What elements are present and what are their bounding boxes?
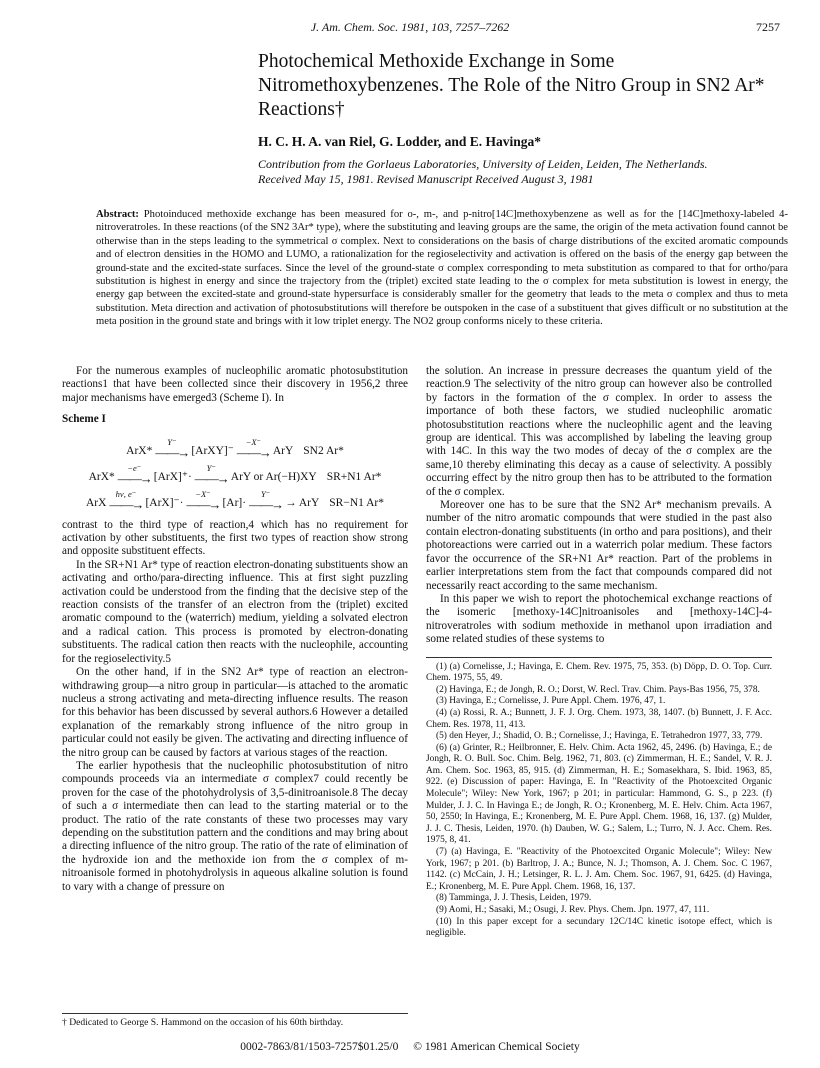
reference: (9) Aomi, H.; Sasaki, M.; Osugi, J. Rev. Phys. Chem. Jpn. 1977, 47, 111.	[436, 905, 710, 915]
received-dates: Received May 15, 1981. Revised Manuscript Received August 3, 1981	[258, 172, 594, 186]
scheme-row-3	[62, 485, 408, 511]
dedication-footnote: † Dedicated to George S. Hammond on the occasion of his 60th birthday.	[62, 1013, 408, 1028]
reactant: ArX	[86, 497, 107, 510]
reference: (6) (a) Grinter, R.; Heilbronner, E. Helv. Chim. Acta 1962, 45, 2496. (b) Havinga, E.; de Jongh, R. O. Bull. Soc. Chim. Belg. 1962, 71, 803. (c) Zimmerman, H. E.; Sandel, V. R. J. Am. Chem. Soc. 1963, 85, 915. (d) Zimmerman, H. E.; Somasekhara, S. Ibid. 1963, 85, 922. (e) Discussion of paper: Havinga, E. In "Reactivity of the Photoexcited Organic Molecule"; Wiley: New York, 1967; p 201; in particular: Hammond, G. S., p 223. (f) Mulder, J. J. C. In Havinga E.; de Jongh, R. O.; Kronenberg, M. E. Helv. Chim. Acta 1967, 50, 2550; In Havinga, E.; Kronenberg, M. E. Pure Appl. Chem. 1968, 16, 137. (g) Mulder, J. J. C. Thesis, Leiden, 1970. (h) Dauben, W. G.; Salem, L.; Turro, N. J. Acc. Chem. Res. 1975, 8, 41.	[426, 742, 772, 846]
reaction-arrow: Y⁻ ——→	[155, 436, 189, 460]
reactant: ArX*	[88, 471, 115, 484]
reference: (8) Tamminga, J. J. Thesis, Leiden, 1979.	[436, 893, 592, 904]
article-title: Photochemical Methoxide Exchange in Some Nitromethoxybenzenes. The Role of the Nitro Group in SN2 Ar* Reactions†	[258, 51, 765, 120]
copyright: © 1981 American Chemical Society	[413, 1041, 580, 1053]
arrow-label: −e⁻	[127, 462, 142, 473]
paragraph: Moreover one has to be sure that the SN2 Ar* mechanism prevails. A number of the nitro aromatic compounds that were studied in the past also contain electron-donating substituents (in ortho and para positions), and their photoreactions were carried out in a waterrich polar medium. These factors favor the occurrence of the SR+N1 Ar* reaction. Part of the problems in earlier interpretations stem from the fact that compounds compared did not necessarily react according to the same mechanism.	[426, 499, 772, 592]
paragraph: In the SR+N1 Ar* type of reaction electron-donating substituents show an activating and ortho/para-directing influence. This at first sight puzzling activation could be understood from the finding that the decisive step of the reaction consists of the transfer of an electron from the (triplet) excited aromatic compound to the (waterrich) medium, yielding a solvated electron and a radical cation. This process is promoted by electron-donating substituents. The radical cation then reacts with the nucleophile, accounting for the regioselectivity.5	[62, 558, 408, 665]
scheme-title: Scheme I	[62, 413, 106, 426]
mechanism-label: SR+N1 Ar*	[326, 471, 382, 484]
abstract	[96, 208, 788, 329]
reaction-arrow: Y⁻ ——→	[249, 488, 283, 512]
affiliation: Contribution from the Gorlaeus Laboratories, University of Leiden, Leiden, The Netherlands.	[258, 157, 708, 171]
product: → ArY	[285, 497, 320, 510]
article-code: 0002-7863/81/1503-7257$01.25/0	[240, 1041, 399, 1053]
mechanism-label: SR−N1 Ar*	[329, 497, 384, 510]
left-column	[62, 365, 408, 894]
page-header	[0, 20, 820, 38]
reaction-arrow: −X⁻ ——→	[186, 488, 220, 512]
reference: (2) Havinga, E.; de Jongh, R. O.; Dorst, W. Recl. Trav. Chim. Pays-Bas 1956, 75, 378.	[436, 684, 760, 695]
reference: (7) (a) Havinga, E. "Reactivity of the Photoexcited Organic Molecule"; Wiley: New York, 1967; p 201. (b) Barltrop, J. A.; Bunce, N. J.; Thomson, A. J. Chem. Soc. C 1967, 1142. (c) McCain, J. H.; Letsinger, R. L. J. Am. Chem. Soc. 1967, 91, 6425. (d) Havinga, E.; Kronenberg, M. E. Pure Appl. Chem. 1968, 16, 137.	[426, 847, 772, 892]
reaction-arrow: −X⁻ ——→	[236, 436, 270, 460]
paragraph: The earlier hypothesis that the nucleophilic photosubstitution of nitro compounds proceeds via an intermediate σ complex7 could recently be proven for the case of the photohydrolysis of 3,5-dinitroanisole.8 The decay of such a σ intermediate then can lead to the starting material or to the product. The ratio of the rate constants of these two processes may vary depending on the substitution pattern and the conditions and may bring about a directing influence of the nitro group. The ratio of the rate of elimination of the hydroxide ion and the methoxide ion from the σ complex of m-nitroanisole formed in photohydrolysis in aqueous alkaline solution is found to vary with a change of pressure on	[62, 759, 408, 893]
page-footer	[0, 1041, 820, 1053]
reaction-arrow: Y⁻ ——→	[194, 462, 228, 486]
mechanism-label: SN2 Ar*	[303, 445, 344, 458]
paragraph: On the other hand, if in the SN2 Ar* type of reaction an electron-withdrawing group—a nitro group in particular—is attached to the aromatic nucleus a strong activating and meta-directing influence results. The reason for this behavior has been discussed by several authors.6 However a detailed explanation of the remarkably strong influence of the nitro group in particular could not easily be given. The activating and directing influence of the nitro group can be caused by factors at various stages of the reaction.	[62, 666, 408, 759]
paragraph: contrast to the third type of reaction,4 which has no requirement for activation by other substituents, the first two types of reaction show strong and opposite substituent effects.	[62, 518, 408, 558]
intermediate: [ArX]⁺·	[153, 471, 192, 484]
arrow-label: hν, e⁻	[115, 488, 137, 499]
scheme-row-1	[62, 433, 408, 459]
journal-citation: J. Am. Chem. Soc. 1981, 103, 7257–7262	[310, 20, 510, 34]
arrow-label: −X⁻	[245, 436, 262, 447]
reference: (1) (a) Cornelisse, J.; Havinga, E. Chem. Rev. 1975, 75, 353. (b) Döpp, D. O. Top. Curr. Chem. 1975, 55, 49.	[426, 661, 772, 684]
arrow-label: Y⁻	[260, 488, 271, 499]
references	[426, 657, 772, 940]
arrow-label: Y⁻	[167, 436, 177, 447]
reference: (3) Havinga, E.; Cornelisse, J. Pure Appl. Chem. 1976, 47, 1.	[436, 696, 666, 707]
intermediate: [ArX]⁻·	[145, 497, 184, 510]
reference: (5) den Heyer, J.; Shadid, O. B.; Cornelisse, J.; Havinga, E. Tetrahedron 1977, 33, 779.	[436, 731, 763, 742]
reference: (4) (a) Rossi, R. A.; Bunnett, J. F. J. Org. Chem. 1973, 38, 1407. (b) Bunnett, J. F. Acc. Chem. Res. 1978, 11, 413.	[426, 707, 772, 730]
reference: (10) In this paper except for a secundary 12C/14C kinetic isotope effect, which is negligible.	[426, 916, 772, 939]
intermediate: [ArXY]⁻	[191, 445, 234, 458]
affiliation-block	[258, 157, 798, 187]
reaction-arrow: hν, e⁻ ——→	[109, 488, 143, 512]
paragraph: the solution. An increase in pressure decreases the quantum yield of the reaction.9 The selectivity of the nitro group can however also be controlled by factors in the formation of the σ complex. In order to assess the importance of both these factors, we studied nucleophilic aromatic photosubstitution reactions where the nucleophilic agent and the leaving group are identical. This was accomplished by labeling the leaving group with 14C. In this way the two modes of decay of the σ complex are the same,10 thereby eliminating this decay as a cause of selectivity. A possibly occurring effect by the nitro group then has to be attributed to the formation of the σ complex.	[426, 365, 772, 498]
abstract-text: Photoinduced methoxide exchange has been measured for o-, m-, and p-nitro[14C]methoxybenzene as well as for the [14C]methoxy-labeled 4-nitroveratroles. In these reactions (of the SN2 3Ar* type), where the substituting and leaving groups are the same, the origin of the meta activation found cannot be otherwise than in the steps leading to the symmetrical σ complex. Next to considerations on the basis of charge distributions of the excited aromatic compounds and of electron densities in the HOMO and LUMO, a rationalization for the regioselectivity and activation is offered on the basis of the energy gap between the ground-state and the excited-state surfaces. Since the level of the ground-state σ complex corresponding to meta substitution as compared to that for ortho/para substitution is highest in energy and since the trajectory from the (triplet) excited state leading to the σ complex for meta substitution is lowest in energy, the energy gap between the excited-state and ground-state hypersurface is considerably smaller for the geometry that leads to the meta σ complex and thus to meta substitution. Meta direction and activation of photosubstitutions will therefore be outspoken in the case of a substituent that gives difficult or no substitution at the meta position in the ground state and brings with it low triplet energy. The NO2 group conforms nicely to these criteria.	[96, 209, 788, 328]
reaction-arrow: −e⁻ ——→	[117, 462, 151, 486]
reaction-scheme	[62, 433, 408, 511]
paragraph: In this paper we wish to report the photochemical exchange reactions of the isomeric [methoxy-14C]nitroanisoles and [methoxy-14C]-4-nitroveratroles with sodium methoxide in methanol upon irradiation and some related studies of these systems to	[426, 592, 772, 646]
paragraph: For the numerous examples of nucleophilic aromatic photosubstitution reactions1 that have been collected since their discovery in 1956,2 three major mechanisms have emerged3 (Scheme I). In	[62, 365, 408, 404]
arrow-label: Y⁻	[206, 462, 216, 473]
reactant: ArX*	[126, 445, 153, 458]
arrow-label: −X⁻	[195, 488, 211, 499]
product: ArY or Ar(−H)XY	[230, 471, 317, 484]
product: ArY	[272, 445, 294, 458]
page-number: 7257	[756, 20, 780, 34]
right-column	[426, 365, 772, 940]
intermediate: [Ar]·	[222, 497, 247, 510]
authors: H. C. H. A. van Riel, G. Lodder, and E. Havinga*	[258, 134, 542, 149]
abstract-label: Abstract:	[96, 209, 139, 220]
scheme-row-2	[62, 459, 408, 485]
